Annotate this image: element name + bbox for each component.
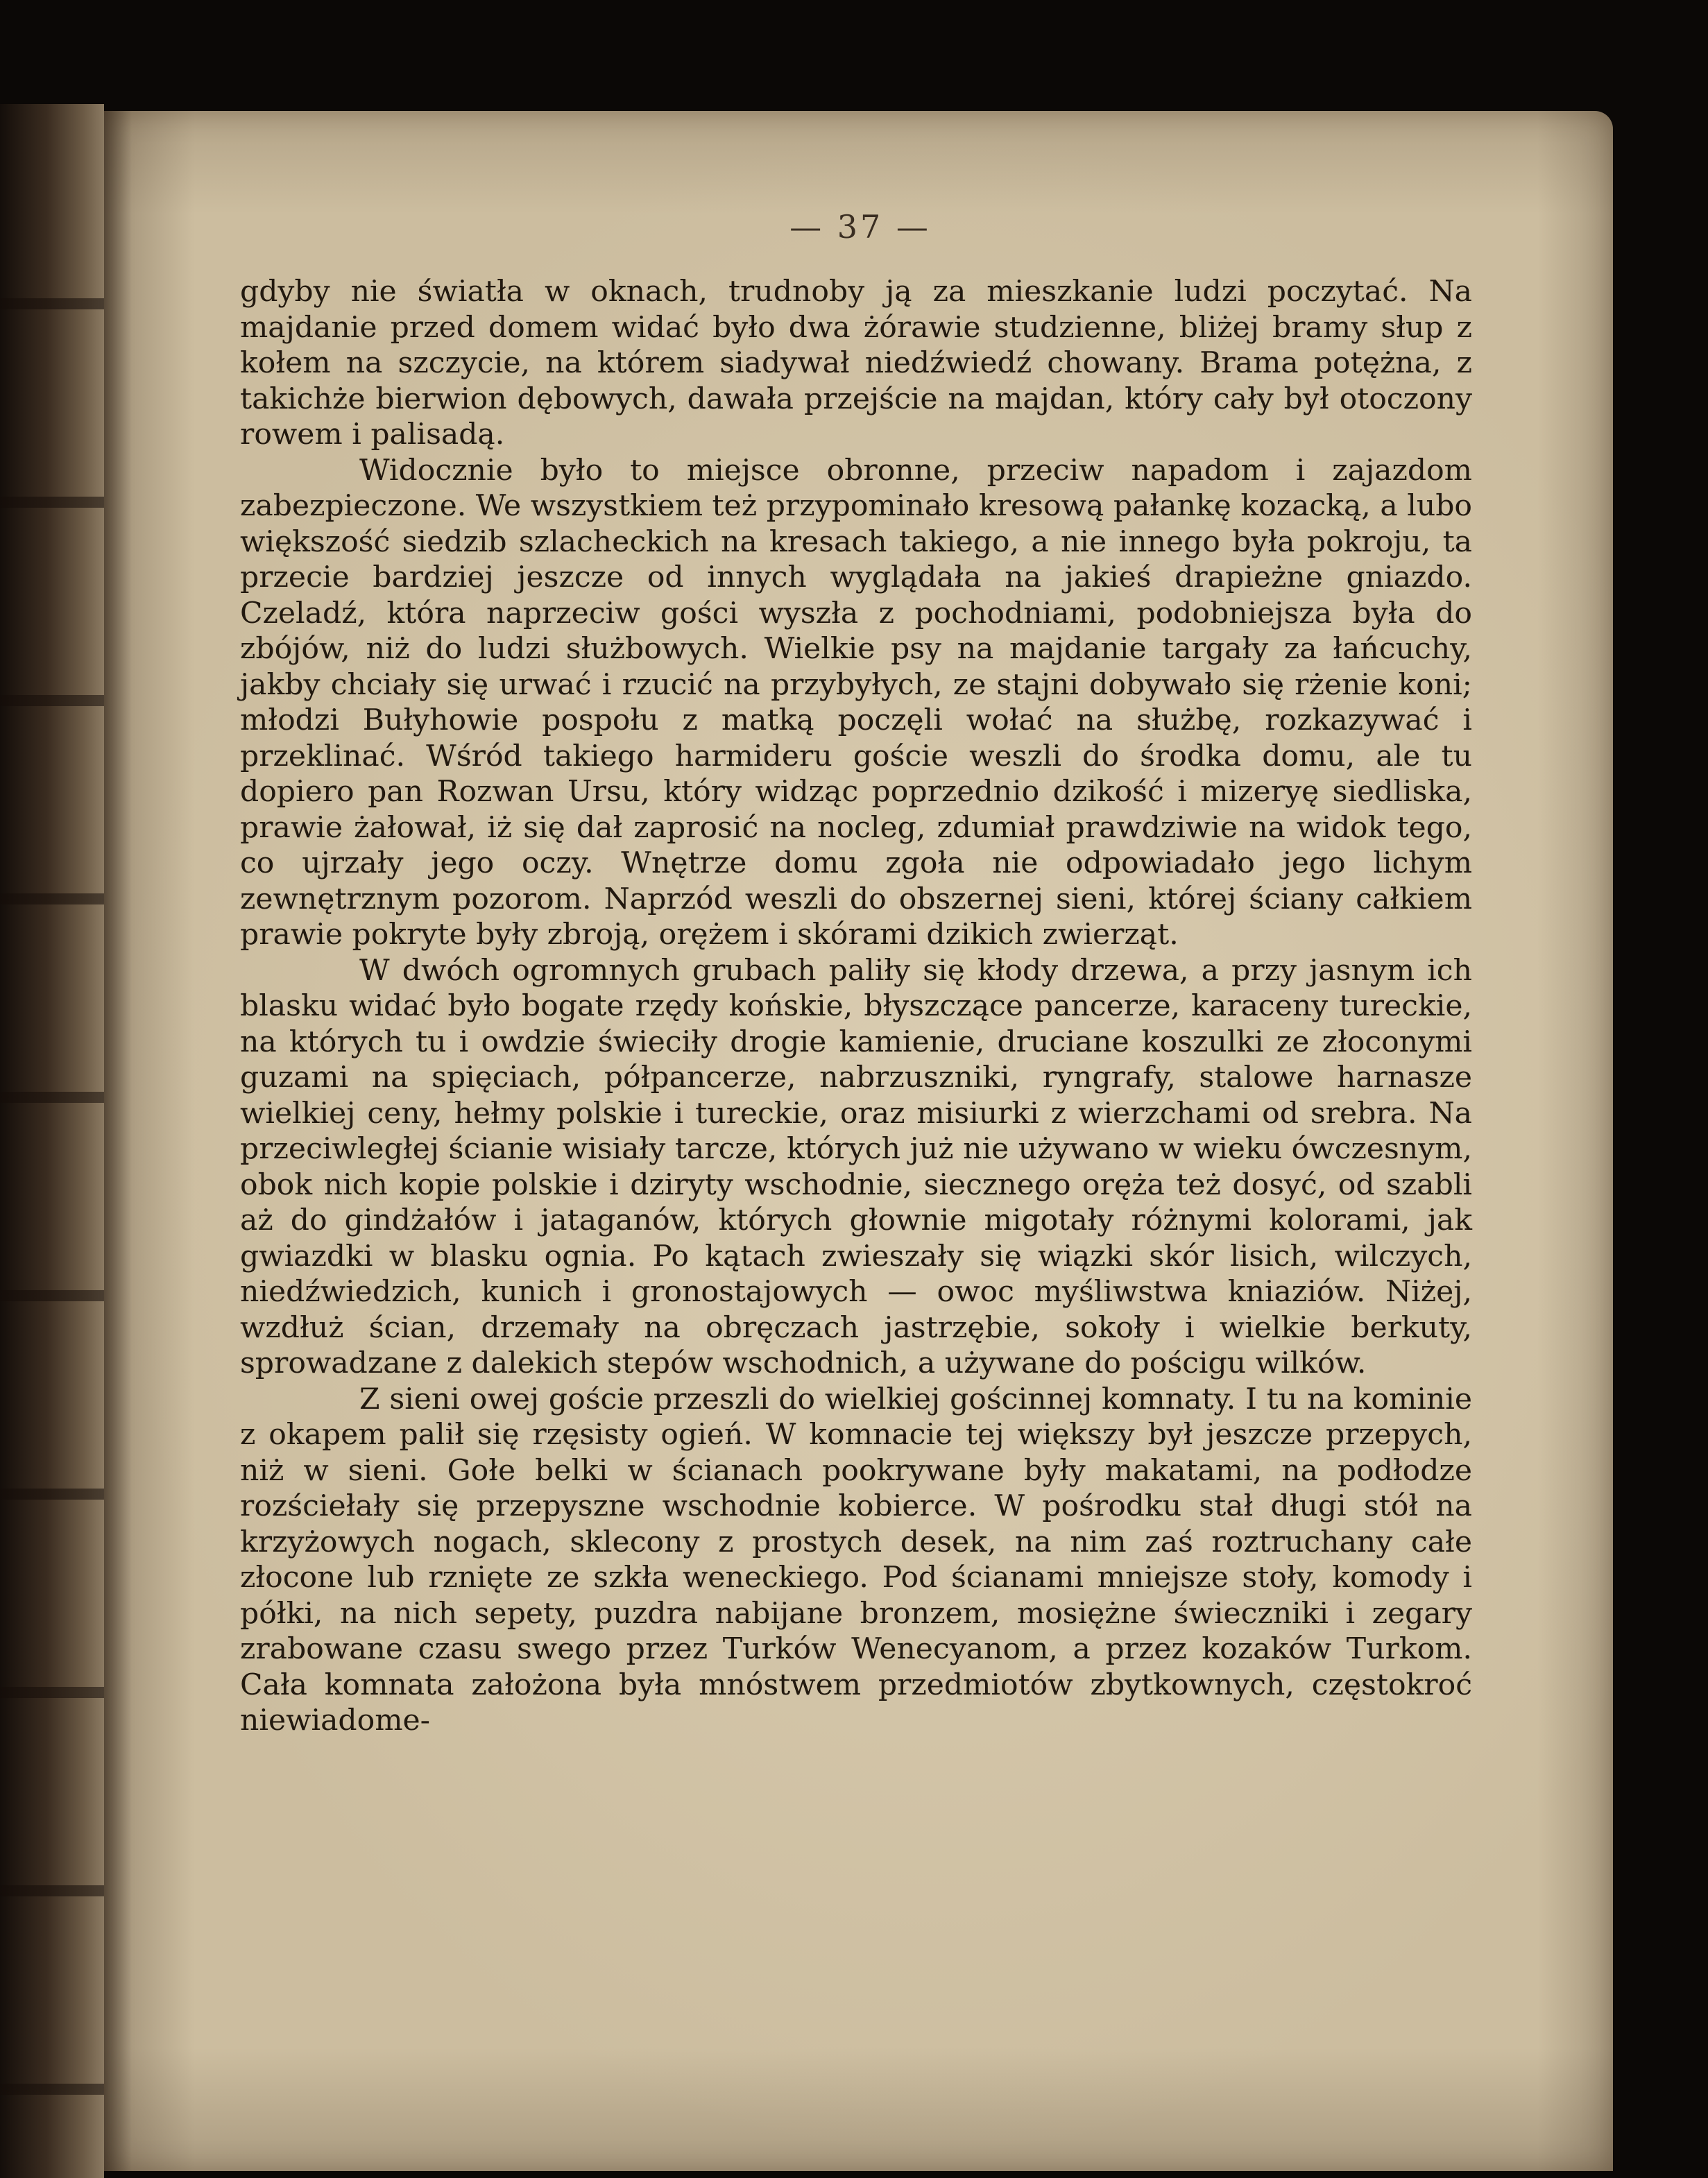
paragraph: gdyby nie światła w oknach, trudnoby ją za mieszkanie ludzi poczytać. Na majdanie przed domem widać było dwa żórawie studzienne, bliżej bramy słup z kołem na szczycie, na którem siadywał niedźwiedź chowany. Brama potężna, z takichże bierwion dębowych, dawała przejście na majdan, który cały był otoczony rowem i palisadą. xyxy=(240,275,1472,452)
previous-page-edge xyxy=(0,111,104,2178)
paragraph: W dwóch ogromnych grubach paliły się kłody drzewa, a przy jasnym ich blasku widać było bogate rzędy końskie, błyszczące pancerze, karaceny tureckie, na których tu i owdzie świeciły drogie kamienie, druciane koszulki ze złoconymi guzami na spięciach, półpancerze, nabrzuszniki, ryngrafy, stalowe harnasze wielkiej ceny, hełmy polskie i tureckie, oraz misiurki z wierzchami od srebra. Na przeciwległej ścianie wisiały tarcze, których już nie używano w wieku ówczesnym, obok nich kopie polskie i dziryty wschodnie, siecznego oręża też dosyć, od szabli aż do gindżałów i jataganów, których głownie migotały różnymi kolorami, jak gwiazdki w blasku ognia. Po kątach zwieszały się wiązki skór lisich, wilczych, niedźwiedzich, kunich i gronostajowych — owoc myśliwstwa kniaziów. Niżej, wzdłuż ścian, drzemały na obręczach jastrzębie, sokoły i wielkie berkuty, sprowadzane z dalekich stepów wschodnich, a używane do pościgu wilków. xyxy=(240,953,1472,1380)
page-body-text xyxy=(240,274,1472,1739)
page-gutter-shadow xyxy=(104,111,132,2171)
paragraph: Widocznie było to miejsce obronne, przeciw napadom i zajazdom zabezpieczone. We wszystkiem też przypominało kresową pałankę kozacką, a lubo większość siedzib szlacheckich na kresach takiego, a nie innego była pokroju, ta przecie bardziej jeszcze od innych wyglądała na jakieś drapieżne gniazdo. Czeladź, która naprzeciw gości wyszła z pochodniami, podobniejsza była do zbójów, niż do ludzi służbowych. Wielkie psy na majdanie targały za łańcuchy, jakby chciały się urwać i rzucić na przybyłych, ze stajni dobywało się rżenie koni; młodzi Bułyhowie pospołu z matką poczęli wołać na służbę, rozkazywać i przeklinać. Wśród takiego harmideru goście weszli do środka domu, ale tu dopiero pan Rozwan Ursu, który widząc poprzednio dzikość i mizeryę siedliska, prawie żałował, iż się dał zaprosić na nocleg, zdumiał prawdziwie na widok tego, co ujrzały jego oczy. Wnętrze domu zgoła nie odpowiadało jego lichym zewnętrznym pozorom. Naprzód weszli do obszernej sieni, której ściany całkiem prawie pokryte były zbroją, orężem i skórami dzikich zwierząt. xyxy=(240,453,1472,952)
paragraph: Z sieni owej goście przeszli do wielkiej gościnnej komnaty. I tu na kominie z okapem palił się rzęsisty ogień. W komnacie tej większy był jeszcze przepych, niż w sieni. Gołe belki w ścianach pookrywane były makatami, na podłodze rozściełały się przepyszne wschodnie kobierce. W pośrodku stał długi stół na krzyżowych nogach, sklecony z prostych desek, na nim zaś roztruchany całe złocone lub rznięte ze szkła weneckiego. Pod ścianami mniejsze stoły, komody i półki, na nich sepety, puzdra nabijane bronzem, mosiężne świeczniki i zegary zrabowane czasu swego przez Turków Wenecyanom, a przez kozaków Turkom. Cała komnata założona była mnóstwem przedmiotów zbytkownych, częstokroć niewiadome- xyxy=(240,1382,1472,1738)
page-number: — 37 — xyxy=(789,208,931,246)
